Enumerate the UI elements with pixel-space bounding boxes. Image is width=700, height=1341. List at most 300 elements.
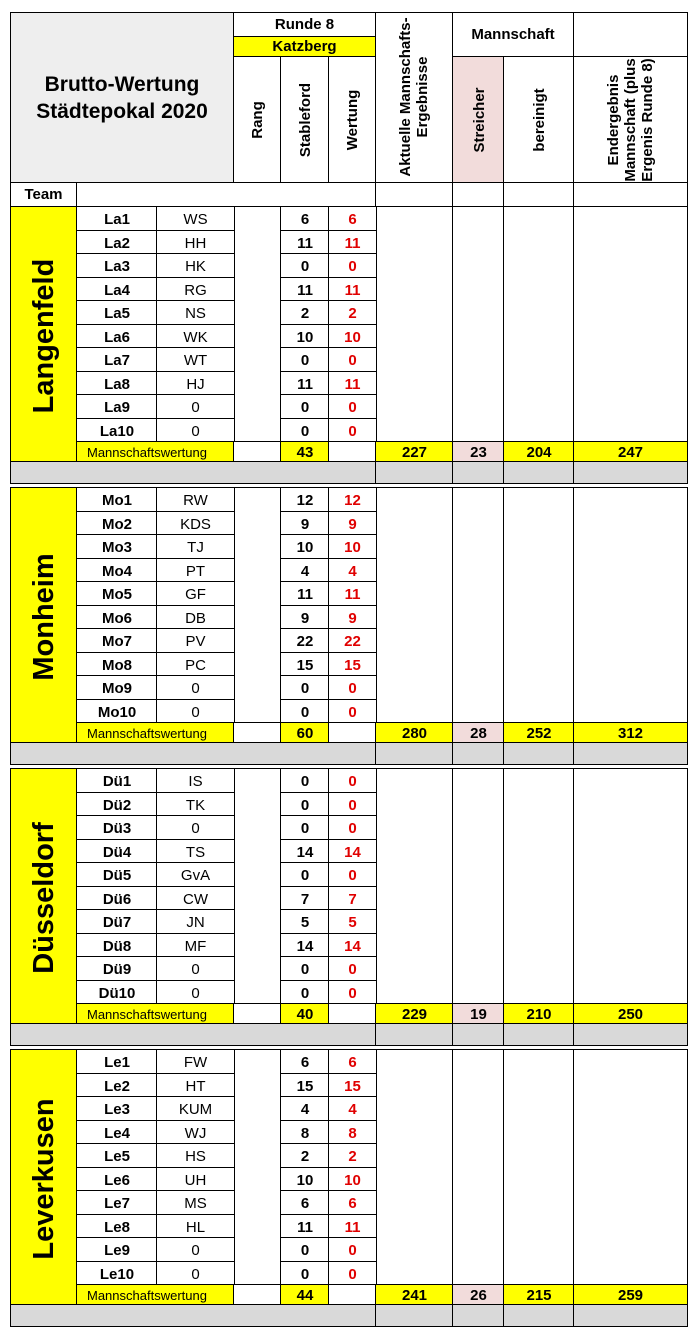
summary-bereinigt: 210 xyxy=(526,1005,552,1023)
player-initials-cell xyxy=(156,1049,235,1075)
spacer-row xyxy=(375,1023,454,1046)
player-stableford-cell xyxy=(280,487,330,513)
player-id: La10 xyxy=(99,422,135,440)
player-wertung: 6 xyxy=(348,210,357,228)
player-initials-cell xyxy=(156,1190,235,1216)
player-wertung: 10 xyxy=(344,538,361,556)
summary-bereinigt: 252 xyxy=(526,724,552,742)
player-initials: 0 xyxy=(191,679,200,697)
summary-endergebnis-cell xyxy=(573,1284,688,1306)
player-initials-cell xyxy=(156,815,235,841)
player-wertung: 15 xyxy=(344,656,361,674)
summary-aktuelle: 241 xyxy=(401,1286,428,1304)
spacer-row xyxy=(452,742,505,765)
player-stableford-cell xyxy=(280,534,330,560)
player-id: La5 xyxy=(104,304,130,322)
spacer-row xyxy=(503,461,575,484)
player-initials: PC xyxy=(185,656,206,674)
player-id-cell xyxy=(76,909,158,935)
player-wertung-cell xyxy=(328,909,377,935)
player-stableford: 11 xyxy=(297,234,313,252)
player-initials: TK xyxy=(185,796,206,814)
streicher-header xyxy=(452,56,505,184)
player-stableford: 0 xyxy=(300,257,310,275)
player-wertung: 0 xyxy=(348,960,357,978)
player-initials: 0 xyxy=(191,819,200,837)
team-row-blank xyxy=(76,182,377,208)
table-title xyxy=(11,13,233,182)
player-stableford-cell xyxy=(280,675,330,701)
player-stableford: 0 xyxy=(300,1265,310,1283)
player-stableford: 6 xyxy=(300,1053,310,1071)
bereinigt-header xyxy=(503,56,575,184)
player-wertung: 0 xyxy=(348,422,357,440)
player-stableford: 5 xyxy=(300,913,310,931)
summary-label-cell xyxy=(76,1284,235,1306)
summary-stableford-cell xyxy=(280,722,330,744)
summary-label: Mannschaftswertung xyxy=(87,1006,207,1022)
player-stableford: 2 xyxy=(300,304,310,322)
team-row-blank xyxy=(452,182,505,208)
player-stableford: 8 xyxy=(300,1124,310,1142)
summary-endergebnis-cell xyxy=(573,722,688,744)
summary-streicher-cell xyxy=(452,441,505,463)
player-stableford: 15 xyxy=(296,1077,314,1095)
team-row-blank xyxy=(375,182,454,208)
player-stableford: 0 xyxy=(300,679,310,697)
player-id: Dü7 xyxy=(102,913,132,931)
player-wertung: 9 xyxy=(348,609,357,627)
player-initials-cell xyxy=(156,253,235,279)
player-stableford: 0 xyxy=(300,960,310,978)
stableford-header xyxy=(280,56,330,184)
player-stableford-cell xyxy=(280,862,330,888)
spacer-row xyxy=(452,461,505,484)
player-wertung-cell xyxy=(328,487,377,513)
player-id: Dü9 xyxy=(102,960,132,978)
player-stableford-cell xyxy=(280,581,330,607)
summary-rang-cell xyxy=(233,441,282,463)
player-wertung-cell xyxy=(328,1237,377,1263)
team-block-blank xyxy=(375,768,454,1005)
player-wertung: 0 xyxy=(348,257,357,275)
summary-bereinigt-cell xyxy=(503,722,575,744)
summary-endergebnis: 259 xyxy=(617,1286,644,1304)
wertung-header-label: Wertung xyxy=(343,89,361,151)
summary-streicher-cell xyxy=(452,1284,505,1306)
player-id: La4 xyxy=(104,281,130,299)
summary-bereinigt-cell xyxy=(503,441,575,463)
player-stableford: 0 xyxy=(300,984,310,1002)
player-initials: HL xyxy=(185,1218,206,1236)
player-id: Dü6 xyxy=(102,890,132,908)
player-stableford: 9 xyxy=(300,515,310,533)
team-name-cell xyxy=(10,768,78,1027)
spacer-row xyxy=(503,742,575,765)
spacer-row xyxy=(573,461,688,484)
player-id: Mo7 xyxy=(102,632,132,650)
player-wertung: 0 xyxy=(348,351,357,369)
summary-streicher: 28 xyxy=(470,724,487,742)
player-wertung-cell xyxy=(328,862,377,888)
summary-stableford-cell xyxy=(280,441,330,463)
player-wertung: 0 xyxy=(348,866,357,884)
spacer-row xyxy=(452,1304,505,1327)
summary-wertung-cell xyxy=(328,1284,377,1306)
player-stableford: 0 xyxy=(300,351,310,369)
summary-endergebnis: 250 xyxy=(617,1005,644,1023)
player-wertung-cell xyxy=(328,1190,377,1216)
player-initials-cell xyxy=(156,581,235,607)
rang-column-cell xyxy=(233,487,282,724)
summary-label-cell xyxy=(76,441,235,463)
player-stableford-cell xyxy=(280,300,330,326)
player-wertung: 8 xyxy=(348,1124,357,1142)
summary-label: Mannschaftswertung xyxy=(87,725,207,741)
player-id-cell xyxy=(76,768,158,794)
player-wertung: 6 xyxy=(348,1194,357,1212)
player-stableford: 2 xyxy=(300,1147,310,1165)
player-stableford: 11 xyxy=(297,281,313,299)
summary-endergebnis-cell xyxy=(573,441,688,463)
spacer-row xyxy=(503,1304,575,1327)
player-id: Le8 xyxy=(104,1218,130,1236)
player-initials: HH xyxy=(184,234,207,252)
player-stableford-cell xyxy=(280,1049,330,1075)
team-block-blank xyxy=(375,487,454,724)
player-initials: CW xyxy=(183,890,208,908)
team-block-blank xyxy=(452,1049,505,1286)
player-stableford: 11 xyxy=(297,1218,313,1236)
player-id: Le2 xyxy=(104,1077,130,1095)
summary-aktuelle: 229 xyxy=(401,1005,428,1023)
team-block-blank xyxy=(452,768,505,1005)
player-id-cell xyxy=(76,394,158,420)
team-name: Leverkusen xyxy=(27,1097,59,1260)
player-wertung: 4 xyxy=(348,1100,357,1118)
summary-bereinigt: 204 xyxy=(526,443,552,461)
player-wertung: 2 xyxy=(348,1147,357,1165)
player-stableford: 6 xyxy=(300,210,310,228)
player-initials: WK xyxy=(183,328,208,346)
summary-label-cell xyxy=(76,1003,235,1025)
streicher-header-label: Streicher xyxy=(470,87,488,153)
player-stableford: 0 xyxy=(300,772,310,790)
player-stableford: 12 xyxy=(296,491,314,509)
player-initials-cell xyxy=(156,394,235,420)
team-row-blank xyxy=(573,182,688,208)
player-id: Le1 xyxy=(104,1053,130,1071)
stableford-header-label: Stableford xyxy=(296,82,314,158)
player-initials-cell xyxy=(156,300,235,326)
player-stableford: 0 xyxy=(300,422,310,440)
summary-stableford-cell xyxy=(280,1284,330,1306)
spacer-row xyxy=(10,1304,377,1327)
player-stableford: 0 xyxy=(300,398,310,416)
player-initials: HS xyxy=(185,1147,206,1165)
player-id: Mo10 xyxy=(97,703,137,721)
player-id: Dü2 xyxy=(102,796,132,814)
player-id: Le4 xyxy=(104,1124,130,1142)
player-wertung-cell xyxy=(328,347,377,373)
team-block-blank xyxy=(503,1049,575,1286)
player-wertung: 9 xyxy=(348,515,357,533)
player-id: Mo1 xyxy=(102,491,132,509)
player-wertung: 6 xyxy=(348,1053,357,1071)
player-id: Dü8 xyxy=(102,937,132,955)
player-stableford-cell xyxy=(280,628,330,654)
summary-streicher: 23 xyxy=(470,443,487,461)
player-id: Mo3 xyxy=(102,538,132,556)
player-initials: HK xyxy=(185,257,206,275)
player-initials-cell xyxy=(156,534,235,560)
player-wertung: 7 xyxy=(348,890,357,908)
summary-streicher: 19 xyxy=(470,1005,487,1023)
player-initials: JN xyxy=(186,913,205,931)
player-id: Mo2 xyxy=(102,515,132,533)
player-initials: MF xyxy=(184,937,207,955)
player-wertung: 0 xyxy=(348,984,357,1002)
player-id-cell xyxy=(76,862,158,888)
player-wertung: 11 xyxy=(344,281,361,299)
spacer-row xyxy=(10,461,377,484)
player-initials-cell xyxy=(156,1143,235,1169)
player-id-cell xyxy=(76,347,158,373)
player-stableford: 0 xyxy=(300,1241,310,1259)
player-stableford-cell xyxy=(280,347,330,373)
player-initials: WS xyxy=(183,210,208,228)
player-initials: WJ xyxy=(184,1124,207,1142)
player-stableford-cell xyxy=(280,206,330,232)
player-stableford-cell xyxy=(280,909,330,935)
player-stableford: 11 xyxy=(297,375,313,393)
summary-stableford: 44 xyxy=(296,1286,314,1304)
player-wertung: 22 xyxy=(344,632,361,650)
player-id: Le6 xyxy=(104,1171,130,1189)
team-block-blank xyxy=(503,206,575,443)
player-initials: PV xyxy=(185,632,206,650)
player-stableford-cell xyxy=(280,815,330,841)
player-wertung: 10 xyxy=(344,328,361,346)
summary-aktuelle-cell xyxy=(375,441,454,463)
player-id-cell xyxy=(76,487,158,513)
summary-streicher-cell xyxy=(452,722,505,744)
summary-stableford-cell xyxy=(280,1003,330,1025)
player-initials: GF xyxy=(185,585,206,603)
team-name: Monheim xyxy=(27,552,59,681)
team-block-blank xyxy=(375,206,454,443)
player-stableford-cell xyxy=(280,768,330,794)
player-wertung-cell xyxy=(328,206,377,232)
summary-rang-cell xyxy=(233,722,282,744)
player-stableford: 4 xyxy=(300,562,310,580)
player-wertung-cell xyxy=(328,675,377,701)
team-block-blank xyxy=(452,487,505,724)
player-initials: IS xyxy=(188,772,203,790)
player-wertung-cell xyxy=(328,534,377,560)
player-stableford: 10 xyxy=(296,328,314,346)
player-initials: 0 xyxy=(191,1265,200,1283)
rang-header xyxy=(233,56,282,184)
summary-rang-cell xyxy=(233,1284,282,1306)
player-initials-cell xyxy=(156,487,235,513)
player-id: Dü1 xyxy=(102,772,132,790)
rang-column-cell xyxy=(233,206,282,443)
player-wertung: 2 xyxy=(348,304,357,322)
player-id-cell xyxy=(76,253,158,279)
player-id-cell xyxy=(76,815,158,841)
player-id: Mo4 xyxy=(102,562,132,580)
endergebnis-header xyxy=(573,56,688,184)
player-wertung: 11 xyxy=(344,375,361,393)
player-stableford: 22 xyxy=(296,632,314,650)
player-id: Mo6 xyxy=(102,609,132,627)
player-initials: DB xyxy=(185,609,206,627)
player-id: Dü3 xyxy=(102,819,132,837)
round-cell xyxy=(233,12,377,38)
summary-aktuelle-cell xyxy=(375,1284,454,1306)
player-initials: NS xyxy=(185,304,206,322)
summary-label: Mannschaftswertung xyxy=(87,1287,207,1303)
player-stableford-cell xyxy=(280,394,330,420)
player-wertung-cell xyxy=(328,1096,377,1122)
player-stableford-cell xyxy=(280,1143,330,1169)
team-name: Düsseldorf xyxy=(27,821,59,974)
player-stableford: 15 xyxy=(296,656,314,674)
player-initials: HT xyxy=(185,1077,206,1095)
player-id: La2 xyxy=(104,234,130,252)
spacer-row xyxy=(375,742,454,765)
summary-rang-cell xyxy=(233,1003,282,1025)
spacer-row xyxy=(573,742,688,765)
player-initials-cell xyxy=(156,862,235,888)
team-label-cell xyxy=(10,182,78,208)
player-id: Mo5 xyxy=(102,585,132,603)
player-stableford-cell xyxy=(280,1096,330,1122)
player-initials: FW xyxy=(183,1053,208,1071)
player-wertung-cell xyxy=(328,768,377,794)
player-id: Dü5 xyxy=(102,866,132,884)
title-cell xyxy=(10,12,235,184)
player-initials: RW xyxy=(183,491,208,509)
player-stableford-cell xyxy=(280,956,330,982)
player-id-cell xyxy=(76,1143,158,1169)
player-id: La7 xyxy=(104,351,130,369)
mannschaft-group-label: Mannschaft xyxy=(471,26,555,43)
player-initials-cell xyxy=(156,956,235,982)
rang-column-cell xyxy=(233,768,282,1005)
title-line-2: Städtepokal 2020 xyxy=(36,99,208,123)
player-initials-cell xyxy=(156,1096,235,1122)
player-id: Mo8 xyxy=(102,656,132,674)
venue-label: Katzberg xyxy=(272,38,337,55)
player-stableford: 0 xyxy=(300,866,310,884)
spacer-row xyxy=(452,1023,505,1046)
player-id: Dü10 xyxy=(98,984,136,1002)
team-name-cell xyxy=(10,1049,78,1308)
summary-wertung-cell xyxy=(328,441,377,463)
spacer-row xyxy=(375,1304,454,1327)
player-initials: 0 xyxy=(191,422,200,440)
player-initials: 0 xyxy=(191,984,200,1002)
player-wertung: 12 xyxy=(344,491,361,509)
summary-stableford: 43 xyxy=(296,443,314,461)
player-id: La8 xyxy=(104,375,130,393)
player-stableford: 11 xyxy=(297,585,313,603)
player-initials-cell xyxy=(156,628,235,654)
player-id: Le10 xyxy=(99,1265,135,1283)
spacer-row xyxy=(10,742,377,765)
summary-endergebnis: 312 xyxy=(617,724,644,742)
player-wertung: 11 xyxy=(344,234,361,252)
team-block-blank xyxy=(452,206,505,443)
round-label: Runde 8 xyxy=(274,16,335,33)
player-wertung: 11 xyxy=(344,585,361,603)
player-initials: RG xyxy=(184,281,207,299)
player-id: La3 xyxy=(104,257,130,275)
player-initials-cell xyxy=(156,768,235,794)
player-wertung: 0 xyxy=(348,1241,357,1259)
player-id-cell xyxy=(76,956,158,982)
summary-stableford: 40 xyxy=(296,1005,314,1023)
player-id-cell xyxy=(76,1049,158,1075)
player-id: Le3 xyxy=(104,1100,130,1118)
player-initials: GvA xyxy=(180,866,211,884)
player-id: Dü4 xyxy=(102,843,132,861)
player-id-cell xyxy=(76,1096,158,1122)
spacer-row xyxy=(573,1304,688,1327)
player-id: Le7 xyxy=(104,1194,130,1212)
player-wertung-cell xyxy=(328,300,377,326)
player-initials: 0 xyxy=(191,960,200,978)
summary-aktuelle: 227 xyxy=(401,443,428,461)
player-id-cell xyxy=(76,628,158,654)
player-stableford: 10 xyxy=(296,538,314,556)
player-initials-cell xyxy=(156,206,235,232)
player-stableford: 10 xyxy=(296,1171,314,1189)
player-wertung-cell xyxy=(328,815,377,841)
summary-label-cell xyxy=(76,722,235,744)
player-id-cell xyxy=(76,675,158,701)
mannschaft-group-header xyxy=(452,12,575,58)
player-id: La9 xyxy=(104,398,130,416)
summary-endergebnis-cell xyxy=(573,1003,688,1025)
player-id-cell xyxy=(76,206,158,232)
player-stableford-cell xyxy=(280,1190,330,1216)
summary-label: Mannschaftswertung xyxy=(87,444,207,460)
player-id: Mo9 xyxy=(102,679,132,697)
summary-streicher-cell xyxy=(452,1003,505,1025)
player-id: La1 xyxy=(104,210,130,228)
player-initials: KDS xyxy=(180,515,211,533)
player-stableford: 6 xyxy=(300,1194,310,1212)
player-wertung-cell xyxy=(328,628,377,654)
player-wertung: 11 xyxy=(344,1218,361,1236)
player-wertung-cell xyxy=(328,394,377,420)
player-stableford: 7 xyxy=(300,890,310,908)
summary-endergebnis: 247 xyxy=(617,443,644,461)
summary-aktuelle-cell xyxy=(375,722,454,744)
player-wertung: 0 xyxy=(348,819,357,837)
spacer-row xyxy=(375,461,454,484)
player-stableford: 0 xyxy=(300,796,310,814)
player-wertung: 0 xyxy=(348,398,357,416)
aktuelle-header-label: Aktuelle Mannschafts-Ergebnisse xyxy=(397,17,431,177)
player-id: Le9 xyxy=(104,1241,130,1259)
summary-stableford: 60 xyxy=(296,724,314,742)
player-id-cell xyxy=(76,534,158,560)
player-wertung: 0 xyxy=(348,772,357,790)
